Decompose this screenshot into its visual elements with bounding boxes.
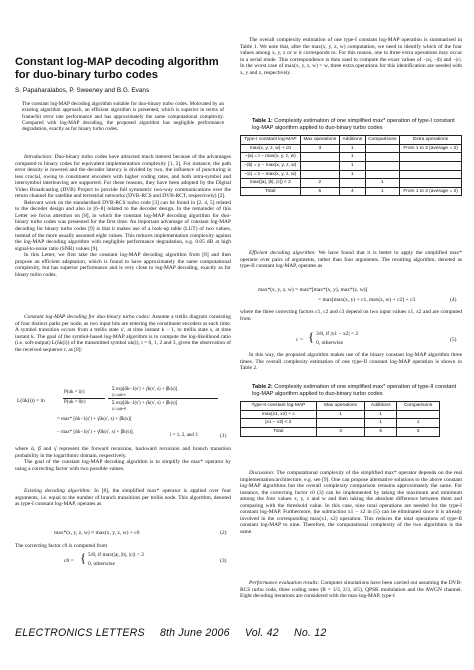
- table-cell: 1: [339, 170, 365, 179]
- table-1-caption: [240, 118, 462, 131]
- eq1-sum-numerator: Σ exp[ᾱk−1(s′) + γ̄k(s′, s) + β̄k(s)]: [112, 387, 178, 392]
- table-row: [241, 161, 462, 170]
- table-cell: 5: [300, 187, 339, 196]
- table-1-label: Table 1:: [252, 118, 273, 124]
- discussion-heading: Discussion:: [249, 470, 275, 476]
- table-2-header-row: [241, 402, 440, 411]
- eq1-max-term-2: − max* [ᾱk−1(s′) + γ̄0k(s′, s) + β̄k(s)],: [57, 430, 134, 435]
- introduction-heading: Introduction:: [24, 154, 53, 160]
- table-cell: 1: [365, 419, 397, 428]
- existing-paragraph-2: The correcting factor c0 is computed from: [15, 543, 108, 549]
- eq5-case-2: 0, otherwise: [316, 340, 343, 346]
- table-cell: −|a| = t − max(x, y, z, w): [241, 153, 301, 162]
- table-cell: 4: [339, 187, 365, 196]
- right-intro: [240, 37, 462, 76]
- table-1-header: Comparisons: [365, 136, 400, 145]
- efficient-paragraph-2: where the three correcting factors c1, c2 and c3 depend on two input values x1, x2 and are computed from: [240, 309, 462, 322]
- footer-volume: Vol. 42: [244, 627, 279, 639]
- table-row: [241, 427, 440, 436]
- eq1-max-term-1: = max* [ᾱk−1(s′) + γ̄ik(s′, s) + β̄k(s)]: [57, 417, 132, 422]
- eq4-line-1: max*(x, y, z, w) = max*[max*(x, y), max*(z, w)]: [258, 287, 368, 293]
- performance-paragraph: Computer simulations have been carried out assuming the DVB-RCS turbo code, three coding rates (R = 1/3, 2/3, 4/5), QPSK modulation and the AWGN channel. Eight decoding iterations are considered with the max-log-MAP, type-I: [240, 580, 463, 600]
- discussion-section: [240, 470, 462, 535]
- concept-paragraph-3: The goal of the constant log-MAP decoding algorithm is to simplify the max* operator by using a correcting factor with two possible values.: [15, 459, 231, 472]
- concept-paragraph-1: Assume a trellis diagram consisting of four distinct paths per node, as two input bits are entering the constituent encoders at each time. A symbol transition occurs from a trellis state s′, at time instant k − 1, to trellis state s, at time instant k. The goal of the symbol-based log-MAP algorithm is to compute the log-likelihood ratio (i.e. soft-output) L(ûk(i)) of the transmitted symbol uk(i), i = 0, 1, 2 and 3, given the observation of the received sequence r, as [8]:: [15, 314, 232, 353]
- eq3-number: (3): [220, 558, 227, 564]
- footer-date: 8th June 2006: [159, 627, 230, 639]
- eq3-brace: {: [80, 550, 87, 565]
- eq2-number: (2): [220, 530, 227, 536]
- table-cell: 3: [397, 427, 440, 436]
- authors: S. Papaharalabos, P. Sweeney and B.G. Evans: [15, 87, 150, 94]
- eq1-lhs: L(ûk(i)) = ln: [17, 398, 45, 404]
- introduction-paragraph-1: Duo-binary turbo codes have attracted much interest because of the advantages compared to binary codes for equivalent implementation complexity [1, 2]. For instance, the path error density is lowered and the decoder latency is divided by two, the influence of puncturing is less crucial, owing to constituent encoders with higher coding rates, and both intra-symbol and intersymbol interleaving are supported. For these reasons, they have been adopted by the Digital Video Broadcasting (DVB) Project to provide full symmetric two-way communications over the return channel for satellite and terrestrial networks (DVB-RCS and DVB-RCT, respectively) [2].: [15, 154, 232, 200]
- discussion-paragraph: The computational complexity of the simplified max* operator depends on the real implementation/architecture, e.g. see [9]. One can propose alternative solutions to the above constant log-MAP algorithms but the overall complexity comparison remains approximately the same. For instance, the correcting factor c0 (3) can be implemented by taking the maximum and minimum among the four values x, y, z and w and then taking the absolute difference between them and comparing with the threshold value. In this case, nine total operations are needed for the type-I constant log-MAP. Furthermore, the subtraction x1 − x2 in (5) can be eliminated since it is already involved in the corresponding max(x1, x2) operation. This reduces the total operations of type-II constant log-MAP to nine. Therefore, the computational complexity of the two algorithms is the same.: [240, 470, 462, 535]
- existing-paragraph-2-wrap: [15, 543, 231, 550]
- table-1-header-row: [241, 136, 462, 145]
- performance-section: [240, 580, 462, 600]
- eq1-condition: i = 1, 2, and 3: [170, 433, 198, 438]
- table-row: [241, 410, 440, 419]
- eq3-lhs: c0 =: [64, 558, 74, 564]
- table-cell: |x1 − x2| < 2: [241, 419, 317, 428]
- table-cell: 1: [365, 410, 397, 419]
- concept-heading: Constant log-MAP decoding for duo-binary turbo codes:: [24, 314, 151, 320]
- table-2-header: Additions: [365, 402, 397, 411]
- table-cell: [397, 410, 440, 419]
- table-2-header: Type-II constant log-MAP: [241, 402, 317, 411]
- table-2-caption-text: Complexity estimation of one simplified max* operation of type-II constant log-MAP algorithm applied to duo-binary turbo codes: [252, 384, 457, 397]
- table-cell: Total: [241, 187, 301, 196]
- footer-journal: ELECTRONICS LETTERS: [15, 627, 145, 639]
- table-1-header: Additions: [339, 136, 365, 145]
- eq1-sum-numerator-subscript: (s′,s)uk=i: [112, 393, 126, 397]
- journal-footer: [15, 627, 462, 639]
- performance-heading: Performance evaluation results:: [249, 580, 320, 586]
- table-cell: max(x, y, z, w) + c0: [241, 144, 301, 153]
- concept-section: [15, 314, 231, 353]
- table-row: [241, 144, 462, 153]
- table-1-header: Max operations: [300, 136, 339, 145]
- table-cell: [316, 419, 365, 428]
- table-cell: [300, 153, 339, 162]
- table-row: [241, 170, 462, 179]
- table-cell: [365, 144, 400, 153]
- article-title: Constant log-MAP decoding algorithm for duo-binary turbo codes: [15, 56, 219, 81]
- table-cell: From 1 to 3 (average = 2): [400, 187, 462, 196]
- existing-paragraph-1: In [8], the simplified max* operator is applied over four arguments, i.e. equal to the number of branch transitions per trellis node. This algorithm, denoted as type-I constant log-MAP, operates as: [15, 488, 232, 508]
- efficient-paragraph-3: In this way, the proposed algorithm makes use of the binary constant log-MAP algorithm three times. The overall complexity estimation of one type-II constant log-MAP operation is shown in Table 2.: [240, 352, 462, 372]
- table-cell: [400, 179, 462, 188]
- eq1-fraction-numerator: P(uk = i|r): [64, 390, 85, 395]
- table-1-header: Extra operations: [400, 136, 462, 145]
- table-cell: From 1 to 3 (average = 2): [400, 144, 462, 153]
- eq1-sum-bar: [108, 398, 218, 399]
- table-cell: max(|a|, |b|, |c|) < 2: [241, 179, 301, 188]
- efficient-heading: Efficient decoding algorithm:: [249, 250, 316, 256]
- table-cell: 6: [365, 427, 397, 436]
- table-2-block: [240, 384, 462, 437]
- eq5-case-1: 3/8, if |x1 − x2| < 2: [316, 331, 359, 337]
- table-row: [241, 187, 462, 196]
- eq3-case-2: 0, otherwise: [88, 561, 115, 567]
- eq3-case-1: 5/8, if max(|a|, |b|, |c|) < 2: [88, 552, 144, 558]
- eq5-number: (5): [450, 337, 457, 343]
- table-cell: −|b| = y − max(x, y, z, w): [241, 161, 301, 170]
- table-cell: 1: [339, 153, 365, 162]
- eq1-fraction-bar: [63, 398, 105, 399]
- table-cell: [339, 179, 365, 188]
- table-2-label: Table 2:: [252, 384, 273, 390]
- equation-2: max*(x, y, z, w) ≈ max(x, y, z, w) + c0: [54, 530, 140, 536]
- table-cell: 1: [316, 410, 365, 419]
- efficient-paragraph-1: We have found that it is better to apply the simplified max* operator over pairs of arguments, rather than four arguments. The resulting algorithm, denoted as type-II constant log-MAP, operates as: [240, 250, 462, 270]
- table-cell: 1: [365, 179, 400, 188]
- eq1-sum-denominator-subscript: (s′,s)uk=0: [112, 407, 127, 411]
- table-cell: [365, 161, 400, 170]
- table-cell: 2: [300, 179, 339, 188]
- table-cell: 1: [339, 144, 365, 153]
- eq5-brace: {: [308, 329, 315, 344]
- abstract: The constant log-MAP decoding algorithm suitable for duo-binary turbo codes. Motivated by an existing algorithm approach, an efficient algorithm is presented, which is superior in terms of frame/bit error rate performance and has approximately the same computational complexity. Compared with log-MAP decoding, the proposed algorithm has negligible performance degradation, exactly as for binary turbo codes.: [22, 101, 224, 133]
- table-cell: max(x1, x2) + c: [241, 410, 317, 419]
- introduction-paragraph-2: Relevant work on the standardised DVB-RCS turbo code [3] can be found in [2, 4, 5] related to the decoder design and also in [6–8] related to the decoder design. In the remainder of this Letter we focus attention on [8], in which the constant log-MAP decoding algorithm for duo-binary turbo codes was presented for the first time. An important advantage of constant log-MAP decoding for binary turbo codes [9] is that it makes use of a look-up table (LUT) of two values, instead of the more usually assumed eight values. This reduces implementation complexity against the log-MAP decoding algorithm with negligible performance degradation, e.g. 0.05 dB at high signal-to-noise ratio (SNR) values [9].: [15, 199, 231, 252]
- table-1: [240, 135, 462, 196]
- table-cell: [365, 170, 400, 179]
- table-2-header: Max operations: [316, 402, 365, 411]
- table-2-header: Comparisons: [397, 402, 440, 411]
- table-cell: −|c| = z − max(x, y, z, w): [241, 170, 301, 179]
- eq1-sum-denominator: Σ exp[ᾱk−1(s′) + γ̄k(s′, s) + β̄k(s)]: [112, 401, 178, 406]
- table-cell: [300, 170, 339, 179]
- footer-number: No. 12: [294, 627, 327, 639]
- table-cell: [300, 161, 339, 170]
- table-cell: [365, 153, 400, 162]
- eq4-line-2: = max[max(x, y) + c1, max(z, w) + c2] + c3: [318, 297, 416, 303]
- table-1-block: [240, 118, 462, 196]
- concept-paragraph-2: where ᾱ, β̄ and γ̄ represent the forward recursion, backward recursion and branch transition probability in the logarithmic domain, respectively.: [15, 446, 231, 459]
- efficient-section: [240, 250, 462, 270]
- table-2: [240, 401, 440, 436]
- efficient-paragraph-2-wrap: [240, 309, 462, 322]
- efficient-paragraph-3-wrap: [240, 352, 462, 372]
- concept-section-continued: [15, 446, 231, 472]
- existing-section: [15, 488, 231, 508]
- existing-heading: Existing decoding algorithm:: [24, 488, 92, 494]
- table-cell: [400, 170, 462, 179]
- table-cell: 3: [316, 427, 365, 436]
- eq1-fraction-denominator: P(uk = 0|r): [64, 400, 86, 405]
- right-paragraph-2: The overall complexity estimation of one type-I constant log-MAP operation is summarised in Table 1. We note that, after the max(x, y, z, w) computation, we need to identify which of the four values among x, y, z or w it corresponds to. For this reason, one to three extra operations may occur in a serial mode. This correspondence is then used to compute the exact values of −|a|, −|b| and −|c|. In the worst case of max(x, y, z, w) = w, three extra operations for this identification are needed with x, y and z, respectively.: [240, 37, 462, 76]
- table-cell: 3: [300, 144, 339, 153]
- eq5-lhs: c =: [296, 337, 303, 343]
- table-row: [241, 153, 462, 162]
- table-cell: [400, 161, 462, 170]
- table-cell: Total: [241, 427, 317, 436]
- eq1-number: (1): [220, 433, 227, 439]
- table-2-caption: [240, 384, 462, 397]
- table-cell: 1: [339, 161, 365, 170]
- eq4-number: (4): [450, 297, 457, 303]
- table-row: [241, 179, 462, 188]
- table-cell: 1: [365, 187, 400, 196]
- introduction-paragraph-3: In this Letter, we first take the constant log-MAP decoding algorithm from [8] and then propose an efficient adaptation, which is found to have approximately the same computational complexity, but has superior performance and is very close to log-MAP decoding, exactly as for binary turbo codes.: [15, 252, 231, 278]
- table-cell: 1: [397, 419, 440, 428]
- table-row: [241, 419, 440, 428]
- table-1-header: Type-I constant log-MAP: [241, 136, 301, 145]
- introduction-section: [15, 154, 231, 278]
- table-cell: [400, 153, 462, 162]
- table-1-caption-text: Complexity estimation of one simplified max* operation of type-I constant log-MAP algorithm applied to duo-binary turbo codes: [252, 118, 455, 131]
